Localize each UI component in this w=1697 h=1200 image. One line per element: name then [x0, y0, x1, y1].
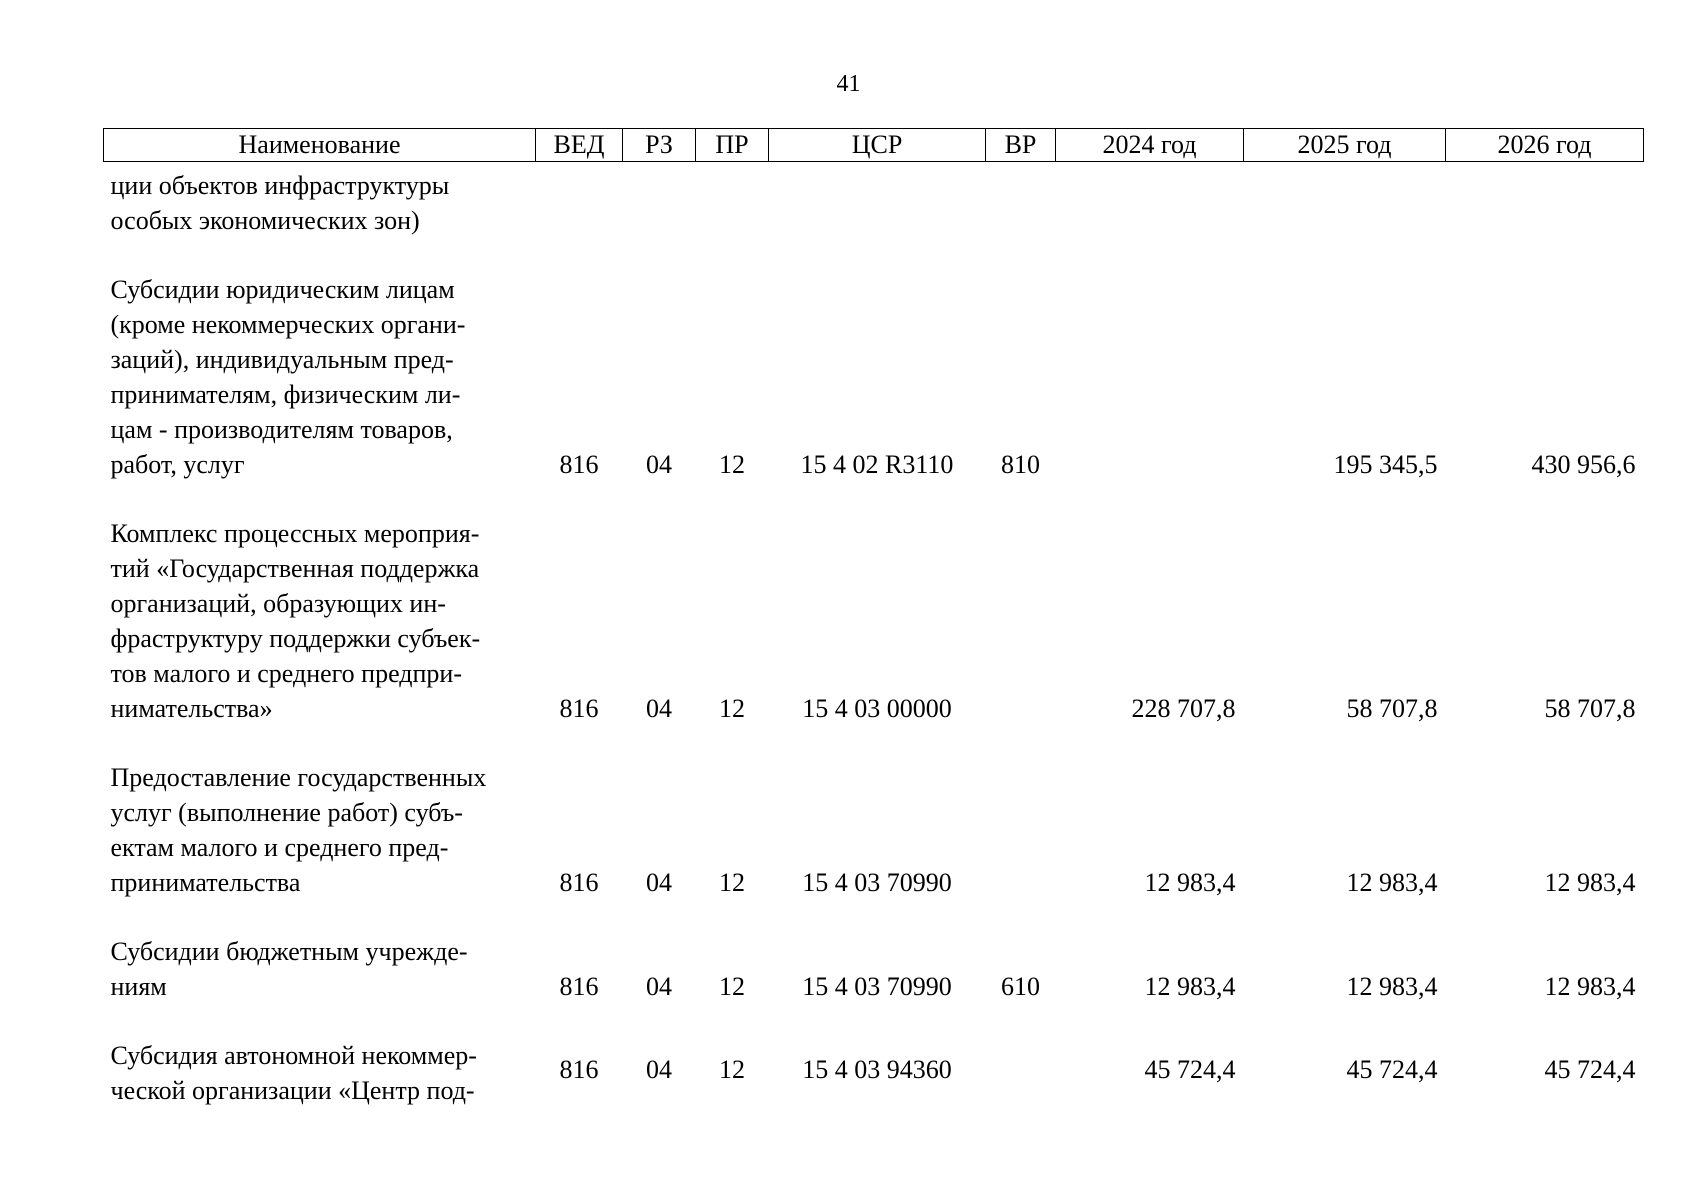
- row-2026: 12 983,4: [1544, 868, 1636, 897]
- row-2025: 12 983,4: [1346, 972, 1438, 1001]
- header-ved: ВЕД: [536, 129, 623, 162]
- table-row: [104, 162, 1644, 239]
- row-2025: 45 724,4: [1346, 1055, 1438, 1084]
- header-pr: ПР: [696, 129, 769, 162]
- row-csr: 15 4 03 70990: [802, 972, 952, 1001]
- row-2026: 430 956,6: [1531, 450, 1636, 479]
- header-name: Наименование: [104, 129, 536, 162]
- row-2024: 12 983,4: [1144, 972, 1236, 1001]
- row-rz: 04: [646, 972, 672, 1001]
- table-row: [104, 900, 1644, 1004]
- table-row: [104, 1004, 1644, 1108]
- row-2025: 195 345,5: [1333, 450, 1438, 479]
- header-2026: 2026 год: [1446, 129, 1644, 162]
- header-2025: 2025 год: [1244, 129, 1446, 162]
- row-csr: 15 4 03 70990: [802, 868, 952, 897]
- page-number: 41: [836, 71, 861, 97]
- header-vr: ВР: [986, 129, 1056, 162]
- row-name: ции объектов инфраструктуры особых экономических зон): [110, 171, 450, 235]
- row-csr: 15 4 03 94360: [802, 1055, 952, 1084]
- row-csr: 15 4 03 00000: [802, 694, 952, 723]
- header-rz: РЗ: [623, 129, 696, 162]
- row-name: Субсидии бюджетным учрежде- ниям: [110, 937, 468, 1001]
- row-2026: 45 724,4: [1544, 1055, 1636, 1084]
- row-ved: 816: [559, 972, 599, 1001]
- row-rz: [623, 162, 696, 239]
- row-ved: [536, 162, 623, 239]
- row-2024: 228 707,8: [1131, 694, 1236, 723]
- row-pr: 12: [719, 1055, 745, 1084]
- row-name: Комплекс процессных мероприя- тий «Государственная поддержка организаций, образующих ин- фраструктуру поддержки субъек- тов малого и среднего предпри- нимательства»: [110, 519, 481, 723]
- row-2024: 12 983,4: [1144, 868, 1236, 897]
- budget-table: [103, 128, 1644, 1108]
- header-2024: 2024 год: [1056, 129, 1244, 162]
- row-name: Субсидия автономной некоммер- ческой организации «Центр под-: [110, 1041, 477, 1105]
- row-2024: [1056, 238, 1244, 482]
- row-vr: 610: [1001, 972, 1040, 1001]
- row-rz: 04: [646, 1055, 672, 1084]
- row-csr: 15 4 02 R3110: [800, 450, 954, 479]
- row-ved: 816: [559, 868, 599, 897]
- row-2024: [1056, 162, 1244, 239]
- row-2026: 12 983,4: [1544, 972, 1636, 1001]
- row-2025: 58 707,8: [1346, 694, 1438, 723]
- row-pr: 12: [719, 450, 745, 479]
- table-row: [104, 482, 1644, 726]
- row-vr: [986, 1004, 1056, 1108]
- row-2025: [1244, 162, 1446, 239]
- row-name: Предоставление государственных услуг (выполнение работ) субъ- ектам малого и среднего пред- принимательства: [110, 763, 487, 897]
- row-name: Субсидии юридическим лицам (кроме некоммерческих органи- заций), индивидуальным пред- принимателям, физическим ли- цам - производителям товаров, работ, услуг: [110, 275, 466, 479]
- row-rz: 04: [646, 868, 672, 897]
- row-ved: 816: [559, 694, 599, 723]
- row-pr: [696, 162, 769, 239]
- row-pr: 12: [719, 972, 745, 1001]
- row-2026: [1446, 162, 1644, 239]
- row-vr: 810: [1001, 450, 1040, 479]
- row-pr: 12: [719, 694, 745, 723]
- row-pr: 12: [719, 868, 745, 897]
- row-2026: 58 707,8: [1544, 694, 1636, 723]
- table-row: [104, 726, 1644, 900]
- table-row: [104, 238, 1644, 482]
- row-ved: 816: [559, 1055, 599, 1084]
- row-vr: [986, 162, 1056, 239]
- row-rz: 04: [646, 694, 672, 723]
- row-2024: 45 724,4: [1144, 1055, 1236, 1084]
- row-vr: [986, 482, 1056, 726]
- row-ved: 816: [559, 450, 599, 479]
- table-header-row: [104, 129, 1644, 162]
- row-rz: 04: [646, 450, 672, 479]
- row-csr: [769, 162, 986, 239]
- row-2025: 12 983,4: [1346, 868, 1438, 897]
- row-vr: [986, 726, 1056, 900]
- header-csr: ЦСР: [769, 129, 986, 162]
